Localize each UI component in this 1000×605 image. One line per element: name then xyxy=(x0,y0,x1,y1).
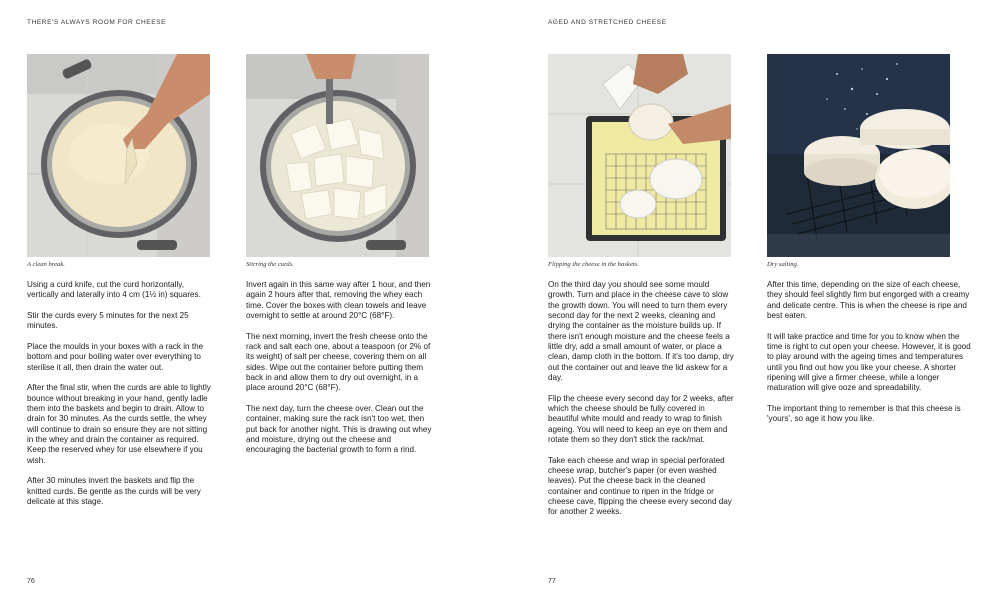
paragraph: After 30 minutes invert the baskets and flip the knitted curds. Be gentle as the curds will be very delicate at this stage. xyxy=(27,476,201,507)
caption-flipping-cheese: Flipping the cheese in the baskets. xyxy=(548,261,639,268)
page-number-left: 76 xyxy=(27,578,35,585)
right-running-header: AGED AND STRETCHED CHEESE xyxy=(548,19,667,26)
text-column-4 xyxy=(767,280,972,435)
text-column-2 xyxy=(246,280,432,466)
text-column-1 xyxy=(27,280,213,518)
photo-clean-break xyxy=(27,54,210,257)
caption-clean-break: A clean break. xyxy=(27,261,65,268)
paragraph: Using a curd knife, cut the curd horizontally, vertically and laterally into 4 cm (1½ in) squares. xyxy=(27,280,201,300)
caption-dry-salting: Dry salting. xyxy=(767,261,799,268)
page-number-right: 77 xyxy=(548,578,556,585)
paragraph: The next day, turn the cheese over. Clean out the container, making sure the rack isn't too wet, then put back for another night. This is drawing out whey and moisture, drying out the cheese and encouraging the bacterial growth to form a rind. xyxy=(246,404,432,455)
paragraph: Stir the curds every 5 minutes for the next 25 minutes. xyxy=(27,310,189,331)
photo-stirring-curds xyxy=(246,54,429,257)
paragraph: Flip the cheese every second day for 2 weeks, after which the cheese should be fully covered in beautiful white mould and ready to wrap to finish ageing. You will need to keep an eye on them and rotate them so they don't stick the rack/mat. xyxy=(548,393,734,445)
paragraph: After the final stir, when the curds are able to lightly bounce without breaking in your hand, gently ladle them into the baskets and begin to drain. Allow to drain for 30 minutes. As the curds settle, the whey will continue to drain so ensure they are not sitting in the whey and drain the container as required. Keep the reserved whey for use elsewhere if you wish. xyxy=(27,383,211,465)
caption-stirring-curds: Stirring the curds. xyxy=(246,261,294,268)
paragraph: Take each cheese and wrap in special perforated cheese wrap, butcher's paper (or even washed leaves). Put the cheese back in the cleaned container and continue to ripen in the fridge or cheese cave, flipping the cheese every second day for another 2 weeks. xyxy=(548,455,732,517)
paragraph: It will take practice and time for you to know when the time is right to cut open your cheese. However, it is good to play around with the ageing times and temperatures until you find out how you like your cheese. A shorter ripening will give a firmer cheese, while a longer maturation will give ooze and spreadability. xyxy=(767,331,971,393)
paragraph: Invert again in this same way after 1 hour, and then again 2 hours after that, removing the whey each time. Cover the boxes with clean towels and leave overnight to settle at around 20°C (68°F). xyxy=(246,280,431,321)
paragraph: The next morning, invert the fresh cheese onto the rack and salt each one, about a teaspoon (or 2% of its weight) of salt per cheese, covering them on all sides. Wipe out the container before putting them back in and allow them to dry out overnight, in a place around 20°C (68°F). xyxy=(246,331,431,393)
paragraph: Place the moulds in your boxes with a rack in the bottom and pour boiling water over everything to sterilise it all, then drain the water out. xyxy=(27,341,204,372)
paragraph: On the third day you should see some mould growth. Turn and place in the cheese cave to slow the growth down. You will need to turn them every second day for the next 2 weeks, cleaning and drying the container as the moisture builds up. If there isn't enough moisture and the cheese feels a little dry, add a small amount of water, or place a clean, damp cloth in the bottom. If it's too damp, dry out the container out and leave the lid askew for a day. xyxy=(548,280,734,383)
photo-dry-salting xyxy=(767,54,950,257)
left-running-header: THERE'S ALWAYS ROOM FOR CHEESE xyxy=(27,19,167,26)
paragraph: After this time, depending on the size of each cheese, they should feel slightly firm but engorged with a creamy and delicate centre. This is when the cheese is ripe and best eaten. xyxy=(767,280,970,321)
photo-flipping-cheese xyxy=(548,54,731,257)
paragraph: The important thing to remember is that this cheese is 'yours', so age it how you like. xyxy=(767,404,961,424)
text-column-3 xyxy=(548,280,736,528)
